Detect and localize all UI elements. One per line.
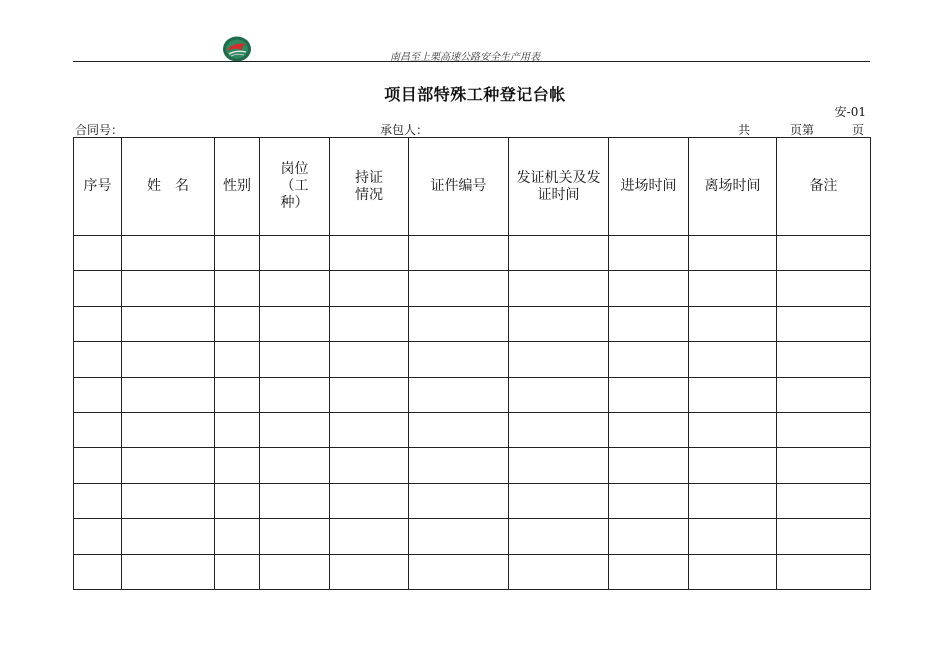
table-cell[interactable] <box>215 519 260 554</box>
header-divider <box>73 61 870 62</box>
table-cell[interactable] <box>330 377 409 412</box>
table-cell[interactable] <box>689 483 777 518</box>
table-cell[interactable] <box>122 412 215 447</box>
table-cell[interactable] <box>409 236 509 271</box>
table-row <box>74 236 871 271</box>
column-header: 姓 名 <box>122 138 215 236</box>
table-cell[interactable] <box>609 554 689 589</box>
table-cell[interactable] <box>122 377 215 412</box>
table-cell[interactable] <box>260 342 330 377</box>
table-cell[interactable] <box>260 483 330 518</box>
table-cell[interactable] <box>330 448 409 483</box>
table-cell[interactable] <box>609 271 689 306</box>
contractor-label: 承包人： <box>380 123 429 137</box>
table-cell[interactable] <box>777 236 871 271</box>
table-cell[interactable] <box>330 519 409 554</box>
table-cell[interactable] <box>74 306 122 341</box>
form-code: 安-01 <box>834 105 866 119</box>
table-cell[interactable] <box>260 377 330 412</box>
table-row <box>74 554 871 589</box>
table-cell[interactable] <box>215 377 260 412</box>
table-cell[interactable] <box>122 448 215 483</box>
table-cell[interactable] <box>260 519 330 554</box>
table-cell[interactable] <box>215 342 260 377</box>
table-row <box>74 448 871 483</box>
table-cell[interactable] <box>74 412 122 447</box>
table-cell[interactable] <box>509 519 609 554</box>
table-cell[interactable] <box>215 271 260 306</box>
table-row <box>74 483 871 518</box>
page-title: 项目部特殊工种登记台帐 <box>384 85 566 104</box>
table-header-row <box>74 138 871 236</box>
table-cell[interactable] <box>409 377 509 412</box>
table-cell[interactable] <box>215 448 260 483</box>
table-row <box>74 342 871 377</box>
table-cell[interactable] <box>260 271 330 306</box>
table-row <box>74 377 871 412</box>
table-cell[interactable] <box>509 342 609 377</box>
company-logo-icon <box>222 36 252 62</box>
table-cell[interactable] <box>777 519 871 554</box>
table-cell[interactable] <box>122 271 215 306</box>
table-cell[interactable] <box>330 483 409 518</box>
table-cell[interactable] <box>689 236 777 271</box>
table-row <box>74 306 871 341</box>
table-cell[interactable] <box>122 483 215 518</box>
table-cell[interactable] <box>330 271 409 306</box>
table-cell[interactable] <box>777 377 871 412</box>
table-cell[interactable] <box>509 448 609 483</box>
column-header: 离场时间 <box>689 138 777 236</box>
header-subtitle: 南昌至上栗高速公路安全生产用表 <box>390 52 540 63</box>
table-cell[interactable] <box>215 412 260 447</box>
table-cell[interactable] <box>689 342 777 377</box>
table-cell[interactable] <box>689 377 777 412</box>
table-cell[interactable] <box>409 271 509 306</box>
table-cell[interactable] <box>122 306 215 341</box>
table-cell[interactable] <box>409 306 509 341</box>
table-cell[interactable] <box>330 342 409 377</box>
table-cell[interactable] <box>777 306 871 341</box>
table-cell[interactable] <box>689 448 777 483</box>
table-cell[interactable] <box>777 448 871 483</box>
table-cell[interactable] <box>609 342 689 377</box>
registration-ledger-table <box>73 137 871 590</box>
table-cell[interactable] <box>609 236 689 271</box>
page-end-label: 页 <box>852 123 865 137</box>
table-cell[interactable] <box>260 448 330 483</box>
table-cell[interactable] <box>509 271 609 306</box>
table-cell[interactable] <box>509 412 609 447</box>
table-cell[interactable] <box>260 306 330 341</box>
table-cell[interactable] <box>330 236 409 271</box>
table-cell[interactable] <box>74 271 122 306</box>
table-cell[interactable] <box>777 412 871 447</box>
table-cell[interactable] <box>122 554 215 589</box>
table-row <box>74 519 871 554</box>
table-cell[interactable] <box>330 412 409 447</box>
table-cell[interactable] <box>215 236 260 271</box>
table-cell[interactable] <box>609 377 689 412</box>
table-cell[interactable] <box>122 519 215 554</box>
table-cell[interactable] <box>260 412 330 447</box>
table-cell[interactable] <box>609 412 689 447</box>
table-cell[interactable] <box>74 554 122 589</box>
table-cell[interactable] <box>777 554 871 589</box>
column-header: 发证机关及发证时间 <box>509 138 609 236</box>
table-cell[interactable] <box>609 448 689 483</box>
table-cell[interactable] <box>509 236 609 271</box>
table-cell[interactable] <box>777 342 871 377</box>
page-label: 页第 <box>790 123 815 137</box>
table-body <box>74 236 871 590</box>
table-cell[interactable] <box>777 483 871 518</box>
column-header: 持证情况 <box>330 138 409 236</box>
table-cell[interactable] <box>409 519 509 554</box>
table-cell[interactable] <box>689 412 777 447</box>
table-cell[interactable] <box>122 342 215 377</box>
table-row <box>74 271 871 306</box>
table-cell[interactable] <box>409 483 509 518</box>
table-cell[interactable] <box>689 271 777 306</box>
column-header: 性别 <box>215 138 260 236</box>
table-cell[interactable] <box>409 412 509 447</box>
column-header: 进场时间 <box>609 138 689 236</box>
contract-number-label: 合同号： <box>75 123 124 137</box>
table-cell[interactable] <box>609 519 689 554</box>
table-cell[interactable] <box>777 271 871 306</box>
table-cell[interactable] <box>689 519 777 554</box>
table-cell[interactable] <box>122 236 215 271</box>
table-cell[interactable] <box>74 448 122 483</box>
table-cell[interactable] <box>609 483 689 518</box>
table-cell[interactable] <box>260 236 330 271</box>
table-cell[interactable] <box>215 483 260 518</box>
total-label: 共 <box>738 123 751 137</box>
table-cell[interactable] <box>330 306 409 341</box>
table-cell[interactable] <box>509 377 609 412</box>
table-cell[interactable] <box>74 236 122 271</box>
column-header: 备注 <box>777 138 871 236</box>
column-header: 序号 <box>74 138 122 236</box>
table-cell[interactable] <box>215 554 260 589</box>
table-cell[interactable] <box>215 306 260 341</box>
table-cell[interactable] <box>74 519 122 554</box>
table-cell[interactable] <box>689 554 777 589</box>
table-cell[interactable] <box>74 483 122 518</box>
table-cell[interactable] <box>509 483 609 518</box>
table-cell[interactable] <box>74 342 122 377</box>
table-cell[interactable] <box>409 554 509 589</box>
table-cell[interactable] <box>260 554 330 589</box>
table-cell[interactable] <box>409 448 509 483</box>
table-cell[interactable] <box>509 306 609 341</box>
table-row <box>74 412 871 447</box>
table-cell[interactable] <box>330 554 409 589</box>
column-header: 证件编号 <box>409 138 509 236</box>
column-header: 岗位（工种） <box>260 138 330 236</box>
table-cell[interactable] <box>609 306 689 341</box>
table-cell[interactable] <box>409 342 509 377</box>
table-cell[interactable] <box>509 554 609 589</box>
table-cell[interactable] <box>74 377 122 412</box>
table-cell[interactable] <box>689 306 777 341</box>
